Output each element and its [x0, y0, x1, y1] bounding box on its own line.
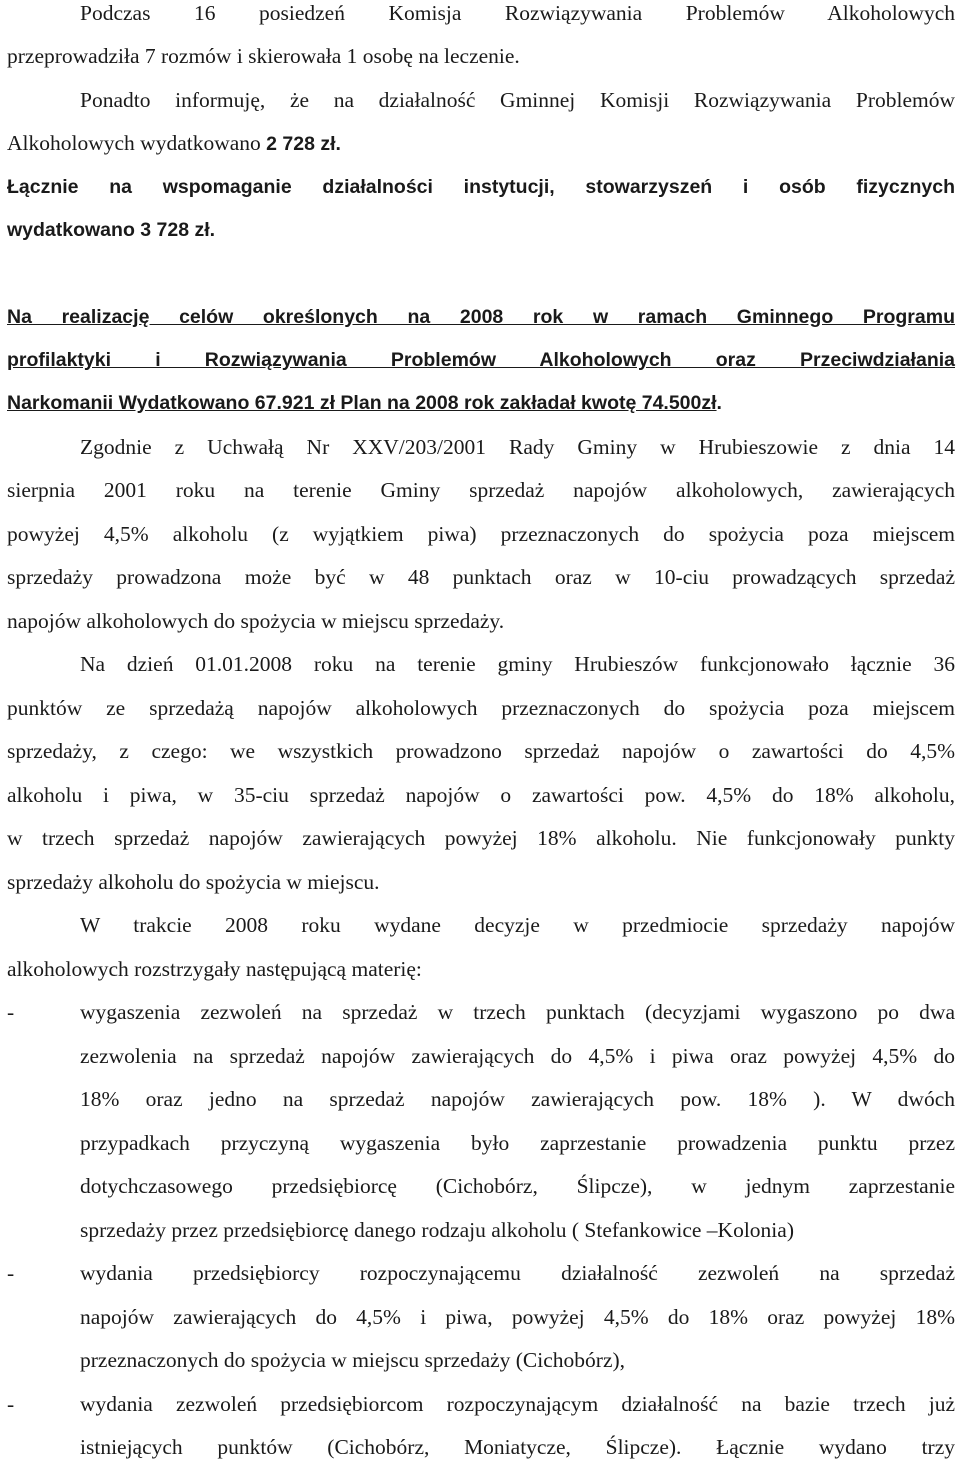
bold-underlined-line: profilaktyki i Rozwiązywania Problemów Alkoholowych oraz Przeciwdziałania: [7, 349, 955, 371]
list-item-line: wydania przedsiębiorcy rozpoczynającemu działalność zezwoleń na sprzedaż: [80, 1261, 955, 1285]
list-item-line: zezwolenia na sprzedaż napojów zawierających do 4,5% i piwa oraz powyżej 4,5% do: [80, 1044, 955, 1068]
text-line: [7, 130, 955, 157]
text-line: sprzedaży, z czego: we wszystkich prowadzono sprzedaż napojów o zawartości do 4,5%: [7, 739, 955, 763]
bold-underlined-line: Na realizację celów określonych na 2008 rok w ramach Gminnego Programu: [7, 306, 955, 328]
list-item-line: dotychczasowego przedsiębiorcę (Cichobórz, Ślipcze), w jednym zaprzestanie: [80, 1174, 955, 1198]
text-line: przeprowadziła 7 rozmów i skierowała 1 osobę na leczenie.: [7, 44, 520, 68]
amount-bold: 2 728 zł.: [266, 133, 341, 155]
list-item-line: istniejących punktów (Cichobórz, Moniatycze, Ślipcze). Łącznie wydano trzy: [80, 1435, 955, 1459]
text-line: alkoholowych rozstrzygały następującą materię:: [7, 957, 422, 981]
bold-underlined-fragment: Narkomanii Wydatkowano 67.921 zł Plan na 2008 rok zakładał kwotę 74.500zł: [7, 392, 717, 414]
text-line: napojów alkoholowych do spożycia w miejscu sprzedaży.: [7, 609, 505, 633]
text-line: Ponadto informuję, że na działalność Gminnej Komisji Rozwiązywania Problemów: [80, 88, 955, 112]
text-fragment: .: [716, 392, 722, 414]
text-line: W trakcie 2008 roku wydane decyzje w przedmiocie sprzedaży napojów: [80, 913, 955, 937]
list-item-line: napojów zawierających do 4,5% i piwa, powyżej 4,5% do 18% oraz powyżej 18%: [80, 1305, 955, 1329]
list-item-line: sprzedaży przez przedsiębiorcę danego rodzaju alkoholu ( Stefankowice –Kolonia): [80, 1218, 794, 1242]
list-marker: -: [7, 1392, 15, 1416]
list-item-line: wygaszenia zezwoleń na sprzedaż w trzech punktach (decyzjami wygaszono po dwa: [80, 1000, 955, 1024]
text-line: Na dzień 01.01.2008 roku na terenie gminy Hrubieszów funkcjonowało łącznie 36: [80, 652, 955, 676]
text-line: w trzech sprzedaż napojów zawierających powyżej 18% alkoholu. Nie funkcjonowały punkty: [7, 826, 955, 850]
list-marker: -: [7, 1261, 15, 1285]
list-item-line: przeznaczonych do spożycia w miejscu sprzedaży (Cichobórz),: [80, 1348, 626, 1372]
list-item-line: 18% oraz jedno na sprzedaż napojów zawierających pow. 18% ). W dwóch: [80, 1087, 955, 1111]
text-line: powyżej 4,5% alkoholu (z wyjątkiem piwa) przeznaczonych do spożycia poza miejscem: [7, 522, 955, 546]
text-line: alkoholu i piwa, w 35-ciu sprzedaż napojów o zawartości pow. 4,5% do 18% alkoholu,: [7, 783, 955, 807]
text-line: Zgodnie z Uchwałą Nr XXV/203/2001 Rady Gminy w Hrubieszowie z dnia 14: [80, 435, 955, 459]
bold-line: [7, 390, 955, 416]
text-line: sprzedaży alkoholu do spożycia w miejscu.: [7, 870, 380, 894]
bold-line: Łącznie na wspomaganie działalności instytucji, stowarzyszeń i osób fizycznych: [7, 176, 955, 198]
text-line: sierpnia 2001 roku na terenie Gminy sprzedaż napojów alkoholowych, zawierających: [7, 478, 955, 502]
text-line: Podczas 16 posiedzeń Komisja Rozwiązywania Problemów Alkoholowych: [80, 1, 955, 25]
text-line: sprzedaży prowadzona może być w 48 punktach oraz w 10-ciu prowadzących sprzedaż: [7, 565, 955, 589]
text-fragment: Alkoholowych wydatkowano: [7, 131, 267, 155]
text-line: punktów ze sprzedażą napojów alkoholowych przeznaczonych do spożycia poza miejscem: [7, 696, 955, 720]
list-item-line: wydania zezwoleń przedsiębiorcom rozpoczynającym działalność na bazie trzech już: [80, 1392, 955, 1416]
list-marker: -: [7, 1000, 15, 1024]
bold-line: wydatkowano 3 728 zł.: [7, 219, 216, 241]
list-item-line: przypadkach przyczyną wygaszenia było zaprzestanie prowadzenia punktu przez: [80, 1131, 955, 1155]
